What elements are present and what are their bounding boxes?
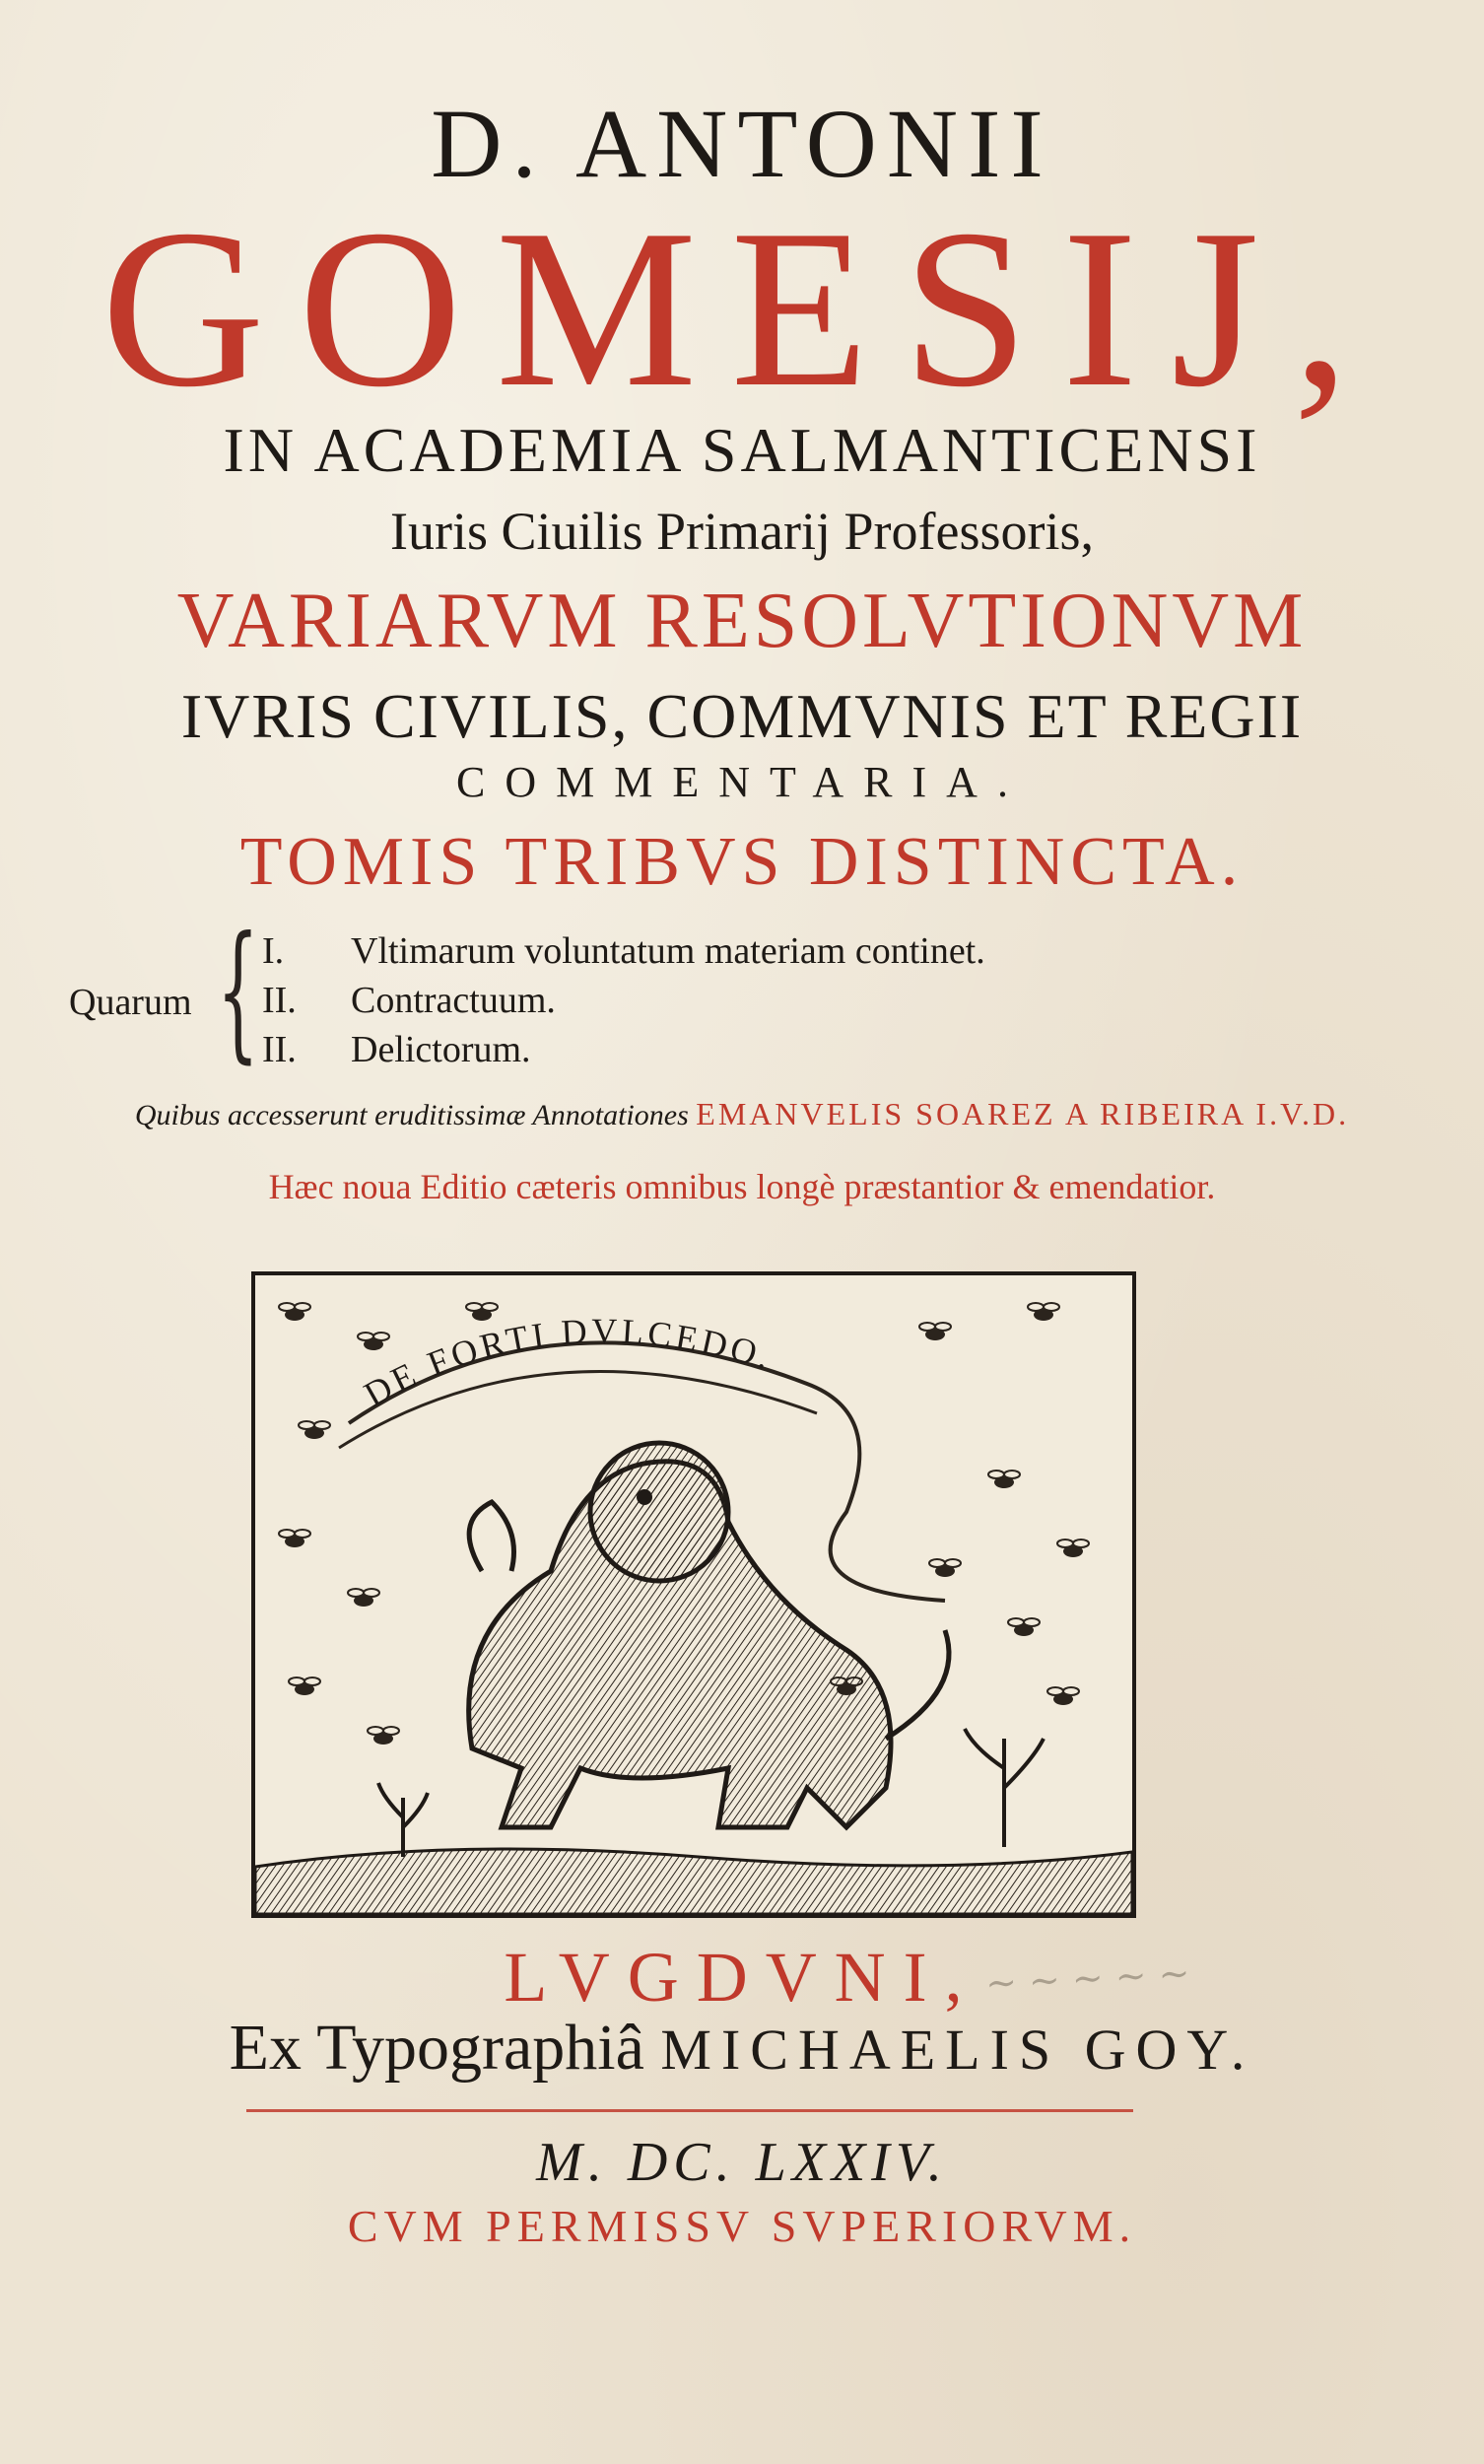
annotator-name: EMANVELIS SOAREZ A RIBEIRA I.V.D. — [696, 1096, 1350, 1131]
volume-description: Vltimarum voluntatum materiam continet. — [351, 930, 985, 972]
woodcut-motto: DE FORTI DVLCEDO. — [357, 1311, 778, 1414]
commentaria-line: COMMENTARIA. — [456, 758, 1028, 806]
academy-line: IN ACADEMIA SALMANTICENSI — [223, 415, 1261, 485]
red-rule-divider — [246, 2109, 1133, 2112]
subject-line: IVRIS CIVILIS, COMMVNIS ET REGII — [180, 681, 1304, 751]
volume-item — [262, 929, 985, 973]
volume-contents — [69, 906, 1251, 1079]
imprint-city: LVGDVNI, — [504, 1938, 980, 2017]
author-prefix: D. ANTONII — [431, 89, 1053, 198]
volume-number: II. — [262, 1029, 297, 1070]
imprint-date: M. DC. LXXIV. — [536, 2132, 948, 2193]
lion-emblem-illustration — [255, 1275, 1132, 1914]
brace-icon: { — [217, 906, 259, 1077]
annotations-intro: Quibus accesserunt eruditissimæ Annotationes — [134, 1099, 689, 1131]
author-name: GOMESIJ, — [101, 182, 1383, 434]
volume-item — [262, 979, 556, 1022]
volume-number: II. — [262, 980, 297, 1021]
printer-name: MICHAELIS GOY. — [660, 2018, 1255, 2082]
volume-number: I. — [262, 930, 285, 972]
printer-device-woodcut — [251, 1271, 1136, 1918]
volume-item — [262, 1028, 531, 1071]
quarum-label: Quarum — [69, 982, 192, 1023]
volume-description: Contractuum. — [351, 980, 556, 1021]
tomes-line: TOMIS TRIBVS DISTINCTA. — [239, 824, 1245, 900]
volume-description: Delictorum. — [351, 1029, 531, 1070]
printer-prefix: Ex Typographiâ — [229, 2012, 644, 2084]
work-title: VARIARVM RESOLVTIONVM — [176, 578, 1308, 664]
annotations-line — [0, 1096, 1484, 1132]
permission-line: CVM PERMISSV SVPERIORVM. — [347, 2201, 1137, 2251]
professor-line: Iuris Ciuilis Primarij Professoris, — [390, 502, 1094, 561]
ground — [255, 1849, 1132, 1914]
plant-icon — [378, 1783, 428, 1857]
plant-icon — [965, 1729, 1044, 1847]
lion-figure — [469, 1443, 949, 1827]
imprint-printer — [0, 2011, 1484, 2086]
edition-note: Hæc noua Editio cæteris omnibus longè præstantior & emendatior. — [268, 1167, 1216, 1206]
handwritten-annotation: ~ ~ ~ ~ ~ — [983, 1951, 1191, 2006]
